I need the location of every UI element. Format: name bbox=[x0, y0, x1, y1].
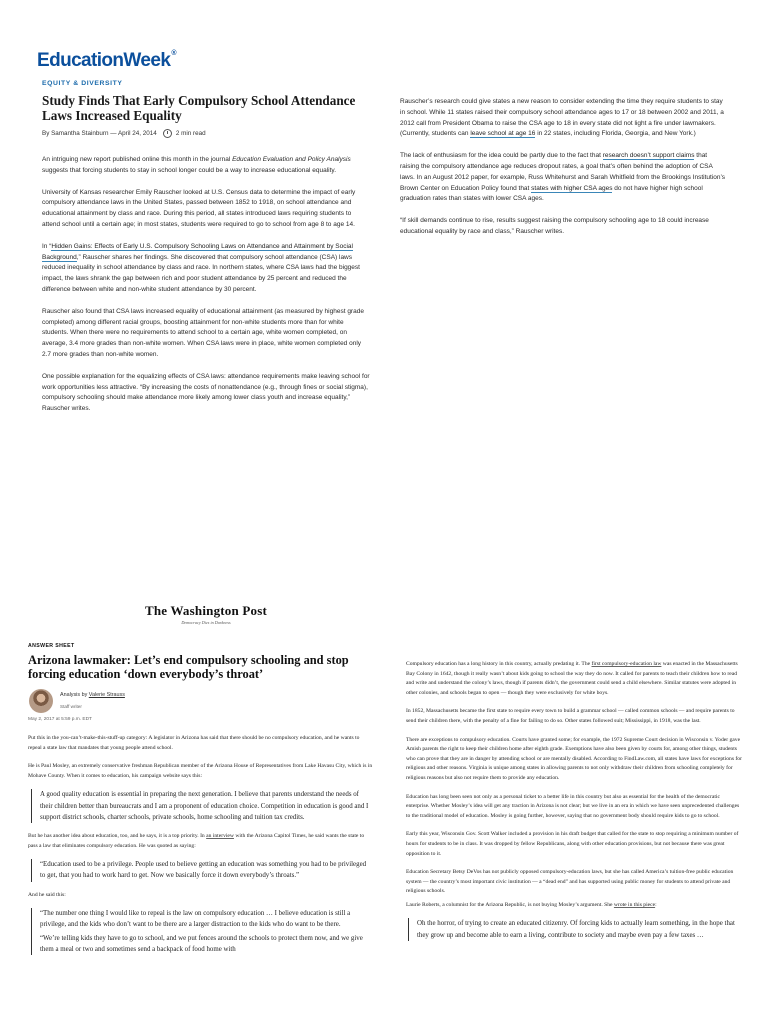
interview-link[interactable]: an interview bbox=[206, 832, 234, 839]
edweek-paragraph: The lack of enthusiasm for the idea could be partly due to the fact that research doesn’t support claims that raising the compulsory attendance age reduces dropout rates, a goal that’s often behind the adoption of CSA laws. In an August 2012 paper, for example, Russ Whitehurst and Sarah Whitfield from the Brookings Institution’s Brown Center on Education Policy found that states with higher CSA ages do not have higher high school graduation rates than states with lower CSA ages. bbox=[400, 152, 726, 203]
wapo-paragraph: He is Paul Mosley, an extremely conservative freshman Republican member of the Arizona House of Representatives from Lake Havasu City, which is in Mohave County. When it comes to education, his campaign website says this: bbox=[28, 763, 373, 779]
publish-date: May 2, 2017 at 5:59 p.m. EDT bbox=[28, 717, 92, 722]
edweek-paragraph: “If skill demands continue to rise, results suggest raising the compulsory schooling age to 18 could increase educational equality by race and class,” Rauscher writes. bbox=[400, 217, 709, 235]
wapo-paragraph: Laurie Roberts, a columnist for the Arizona Republic, is not buying Mosley’s argument. She wrote in this piece: bbox=[406, 901, 657, 908]
wapo-paragraph: Education Secretary Betsy DeVos has not publicly opposed compulsory-education laws, but she has called America’s tuition-free public education system — the country’s most important civic institution — a “dead end” and has supported using public money for students to attend private and religious schools. bbox=[406, 869, 734, 895]
wapo-paragraph: Early this year, Wisconsin Gov. Scott Walker included a provision in his draft budget that called for the state to stop requiring a minimum number of hours for students to be in class. It was dropped by fellow Republicans, along with other education provisions, but not because there was great opposition to it. bbox=[406, 831, 739, 857]
edweek-section-kicker[interactable]: EQUITY & DIVERSITY bbox=[42, 80, 123, 87]
wapo-paragraph: In 1852, Massachusetts became the first state to require every town to build a grammar school — called common schools — and require parents to send their children there, with the penalty of a fine for failing to do so. Other states followed suit; Mississippi, in 1918, was the last. bbox=[406, 708, 735, 724]
author-role: Staff writer bbox=[60, 704, 82, 709]
wapo-blockquote bbox=[31, 908, 373, 955]
edweek-headline: Study Finds That Early Compulsory School Attendance Laws Increased Equality bbox=[42, 93, 356, 123]
edweek-author-date: By Samantha Stainburn — April 24, 2014 bbox=[42, 130, 157, 137]
first-law-link[interactable]: first compulsory-education law bbox=[591, 661, 662, 667]
wapo-tagline: Democracy Dies in Darkness bbox=[181, 620, 231, 625]
wapo-paragraph: There are exceptions to compulsory education. Courts have granted some; for example, the 1972 Supreme Court decision in Wisconsin v. Yoder gave Amish parents the right to keep their children home after eighth grade. Exemptions have also been given by courts for, among other things, students who can prove that they are in danger by attending school or are mentally disabled. According to FindLaw.com, all states have laws for exceptions for religious and other reasons. Virginia is unique among states in allowing parents to not only withdraw their children from schooling completely for religious reasons but also not require them to provide any education. bbox=[406, 736, 742, 781]
wapo-section-kicker[interactable]: ANSWER SHEET bbox=[28, 643, 75, 649]
wapo-paragraph: But he has another idea about education, too, and he says, it is a top priority. In an interview with the Arizona Capitol Times, he said wants the state to pass a law that eliminates compulsory education. He was quoted as saying: bbox=[28, 832, 365, 849]
edweek-logo[interactable] bbox=[37, 50, 176, 72]
wapo-paragraph: Education has long been seen not only as a personal ticket to a better life in this country but also as essential for the health of the democratic enterprise. Whether Mosley’s idea will get any traction in Arizona is not clear; but we live in an era in which we have seen unprecedented challenges to the traditional model of education. Mosley is going further, however, saying that no government body should require kids to go to school. bbox=[406, 793, 740, 819]
wapo-blockquote: Oh the horror, of trying to create an educated citizenry. Of forcing kids to actually learn something, in the hope that they grow up and become able to earn a living, contribute to society and maybe even pay a few taxes … bbox=[408, 918, 742, 940]
edweek-paragraph: In “Hidden Gains: Effects of Early U.S. Compulsory Schooling Laws on Attendance and Attainment by Social Background,” Rauscher shares her findings. She discovered that compulsory school attendance (CSA) laws reduced inequality in school attendance by class and race. In northern states, where CSA laws had the biggest impact, the laws shrank the gap between rich and poor student attendance by 25 percent and reduced the difference between white and non-white student attendance by 30 percent. bbox=[42, 242, 360, 293]
quote-paragraph: “The number one thing I would like to repeal is the law on compulsory education … I believe education is still a privilege, and the kids who don’t want to be there are a larger distraction to the kids who do want to be there. bbox=[40, 910, 351, 929]
edweek-logo-mark: ® bbox=[171, 50, 176, 57]
leave-school-link[interactable]: leave school at age 16 bbox=[470, 130, 536, 138]
wapo-right-column bbox=[406, 660, 742, 941]
wapo-left-column bbox=[28, 734, 373, 955]
edweek-paragraph: One possible explanation for the equalizing effects of CSA laws: attendance requirements make leaving school for work opportunities less attractive. “By increasing the costs of nonattendance (e.g., through fines or social stigma), compulsory schooling should make attendance more likely among lower class youth and increase equality,” Rauscher writes. bbox=[42, 372, 370, 413]
wapo-headline: Arizona lawmaker: Let’s end compulsory schooling and stop forcing education ‘down everybody’s throat’ bbox=[28, 653, 349, 681]
quote-paragraph: “We’re telling kids they have to go to school, and we put fences around the schools to protect them now, and we give them a meal or two and sometimes send a backpack of food home with bbox=[40, 934, 363, 953]
wapo-paragraph: Put this in the you-can’t-make-this-stuff-up category: A legislator in Arizona has said that there should be no compulsory education, and he wants to repeal a state law that mandates that young people attend school. bbox=[28, 735, 360, 751]
wrote-piece-link[interactable]: wrote in this piece bbox=[613, 901, 656, 908]
wapo-blockquote: “Education used to be a privilege. People used to believe getting an education was something you had to be privileged to get, that you had to work hard to get. Now we basically force it down everybody’s throats.” bbox=[31, 859, 373, 881]
author-link[interactable]: Valerie Strauss bbox=[88, 692, 125, 698]
edweek-paragraph: An intriguing new report published online this month in the journal Education Evaluation and Policy Analysis suggests that forcing students to stay in school longer could be a way to increase educational equality. bbox=[42, 156, 351, 174]
wapo-logo[interactable]: The Washington Post bbox=[144, 603, 268, 618]
wapo-paragraph: And he said this: bbox=[28, 891, 66, 898]
research-claims-link[interactable]: research doesn’t support claims bbox=[602, 152, 695, 160]
edweek-paragraph: Rauscher’s research could give states a new reason to consider extending the time they require students to stay in school. While 11 states raised their compulsory school attendance ages to 17 or 18 between 2002 and 2011, a 2012 call from President Obama to raise the CSA age to 18 in every state did not light a fire under lawmakers. (Currently, students can leave school at age 16 in 22 states, including Florida, Georgia, and New York.) bbox=[400, 98, 724, 138]
author-avatar[interactable] bbox=[29, 689, 53, 713]
edweek-logo-text: EducationWeek bbox=[37, 50, 171, 71]
higher-csa-ages-link[interactable]: states with higher CSA ages bbox=[531, 184, 613, 192]
journal-title: Education Evaluation and Policy Analysis bbox=[232, 156, 351, 163]
edweek-paragraph: University of Kansas researcher Emily Rauscher looked at U.S. Census data to determine the impact of early compulsory attendance laws in the United States, passed between 1852 to 1918, on school attendance and educational attainment by class and race. During this period, all states introduced laws requiring students to attend school until a certain age; in most states, students were required to go to school from age 8 to age 14. bbox=[42, 188, 356, 228]
wapo-masthead bbox=[0, 603, 384, 625]
wapo-paragraph: Compulsory education has a long history in this country, actually predating it. The first compulsory-education law was enacted in the Massachusetts Bay Colony in 1642, though it really wasn’t about kids going to school the way they do now. It called for parents to teach their children how to read and write and understand the colony’s laws, though if parents didn’t, the government could send a child elsewhere. Similar statutes were adopted in other colonies, and schools began to open — though they were exclusively for white boys. bbox=[406, 661, 738, 696]
wapo-blockquote: A good quality education is essential in preparing the next generation. I believe that parents understand the needs of their children better than bureaucrats and I am a proponent of education choice. Competition in education is good and I support district schools, charter schools, private schools, home schooling and tuition tax credits. bbox=[31, 789, 373, 823]
edweek-read-time: 2 min read bbox=[175, 130, 206, 137]
edweek-left-column bbox=[42, 155, 370, 415]
hidden-gains-link[interactable]: Hidden Gains: Effects of Early U.S. Compulsory Schooling Laws on Attendance and Attainment by Social Background bbox=[42, 242, 353, 261]
clock-icon bbox=[163, 129, 172, 138]
edweek-paragraph: Rauscher also found that CSA laws increased equality of educational attainment (as measured by highest grade completed) among different racial groups, boosting attainment for non-white students more than for white students. When there were no requirements to attend school to a certain age, white women completed, on average, 3.4 more grades than non-white women. When CSA laws were in place, white women completed only 2.7 more grades than non-white women. bbox=[42, 307, 364, 358]
edweek-right-column bbox=[400, 97, 728, 238]
wapo-byline: Analysis by Valerie Strauss bbox=[60, 692, 125, 698]
edweek-byline bbox=[42, 129, 206, 138]
